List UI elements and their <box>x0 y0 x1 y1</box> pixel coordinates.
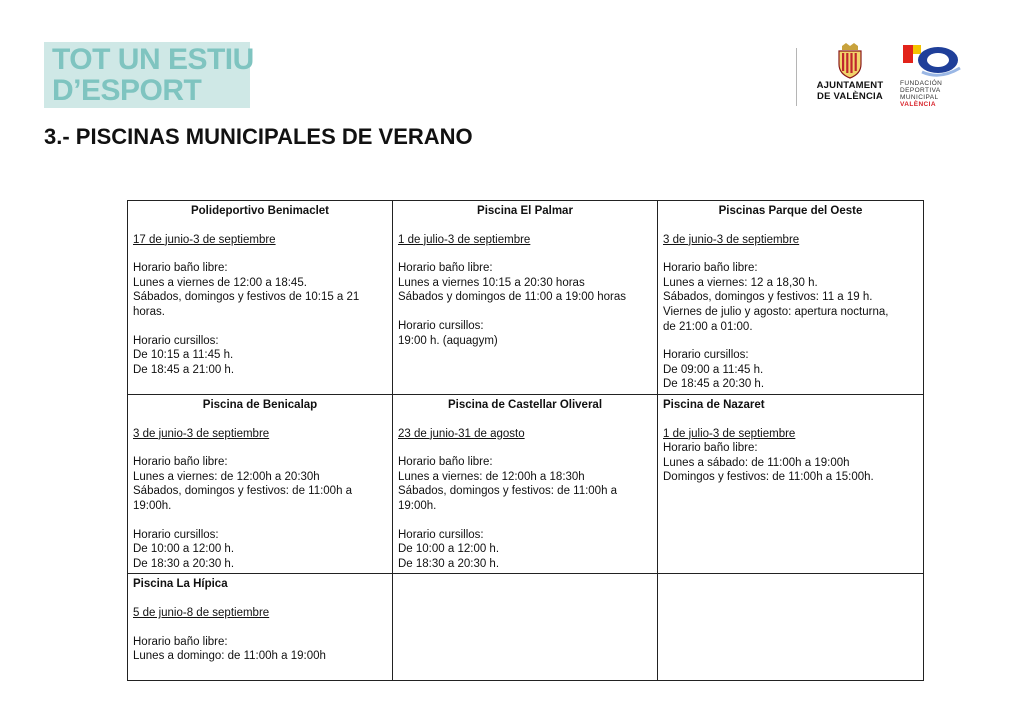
libre-label: Horario baño libre: <box>133 456 228 469</box>
pools-table <box>127 200 924 681</box>
schedule-line: 19:00 h. (aquagym) <box>398 334 498 347</box>
pool-name: Piscina de Benicalap <box>202 399 318 411</box>
schedule-line: Sábados, domingos y festivos: de 11:00h a <box>398 485 618 498</box>
cursillos-label: Horario cursillos: <box>133 334 219 347</box>
fdm-line-2: DEPORTIVA <box>900 87 941 94</box>
fdm-line-4: VALÈNCIA <box>900 101 936 108</box>
logo-divider <box>796 48 797 106</box>
empty-cell <box>658 574 924 681</box>
schedule-line: Lunes a viernes: de 12:00h a 20:30h <box>133 470 320 483</box>
schedule-line: Sábados y domingos de 11:00 a 19:00 horas <box>398 291 627 304</box>
schedule-line: De 18:45 a 20:30 h. <box>663 378 765 391</box>
table-row <box>128 574 924 681</box>
schedule-line: Sábados, domingos y festivos: 11 a 19 h. <box>663 291 873 304</box>
pool-name: Polideportivo Benimaclet <box>190 205 330 217</box>
schedule-line: Lunes a viernes 10:15 a 20:30 horas <box>398 276 585 289</box>
schedule-line: Lunes a domingo: de 11:00h a 19:00h <box>133 650 326 663</box>
fdm-line-1: FUNDACIÓN <box>900 80 943 87</box>
table-row <box>128 395 924 574</box>
pool-cell-hipica <box>128 574 393 681</box>
schedule-line: horas. <box>133 305 165 318</box>
schedule-line: de 21:00 a 01:00. <box>663 320 753 333</box>
pool-name: Piscina El Palmar <box>477 205 573 217</box>
event-brand-logo <box>44 42 254 108</box>
cursillos-label: Horario cursillos: <box>133 528 219 541</box>
pool-dates: 3 de junio-3 de septiembre <box>663 233 800 246</box>
table-row <box>128 201 924 395</box>
page-title: 3.- PISCINAS MUNICIPALES DE VERANO <box>44 124 473 149</box>
schedule-line: 19:00h. <box>133 499 172 512</box>
pool-cell-nazaret <box>658 395 924 574</box>
pool-dates: 1 de julio-3 de septiembre <box>663 427 796 440</box>
pool-cell-castellar <box>393 395 658 574</box>
schedule-line: Lunes a viernes: de 12:00h a 18:30h <box>398 470 585 483</box>
schedule-line: Lunes a viernes de 12:00 a 18:45. <box>133 276 307 289</box>
ajuntament-line-2: DE VALÈNCIA <box>817 91 883 102</box>
pool-cell-palmar <box>393 201 658 395</box>
libre-label: Horario baño libre: <box>663 262 758 275</box>
pool-name: Piscina La Hípica <box>133 578 228 591</box>
pool-cell-oeste <box>658 201 924 395</box>
schedule-line: Viernes de julio y agosto: apertura nocturna, <box>663 305 889 318</box>
schedule-line: Domingos y festivos: de 11:00h a 15:00h. <box>663 471 874 484</box>
libre-label: Horario baño libre: <box>398 262 493 275</box>
pool-name: Piscinas Parque del Oeste <box>718 205 863 217</box>
cursillos-label: Horario cursillos: <box>398 528 484 541</box>
empty-cell <box>393 574 658 681</box>
fdm-logo <box>900 42 964 108</box>
libre-label: Horario baño libre: <box>398 456 493 469</box>
pool-dates: 23 de junio-31 de agosto <box>398 427 525 440</box>
pool-cell-benimaclet <box>128 201 393 395</box>
schedule-line: De 09:00 a 11:45 h. <box>663 363 764 376</box>
brand-line-1: TOT UN ESTIU <box>52 43 254 76</box>
schedule-line: Sábados, domingos y festivos de 10:15 a 21 <box>133 291 360 304</box>
pool-dates: 1 de julio-3 de septiembre <box>398 233 531 246</box>
schedule-line: De 10:00 a 12:00 h. <box>398 543 500 556</box>
fdm-emblem-icon <box>900 42 964 80</box>
schedule-line: De 18:45 a 21:00 h. <box>133 363 235 376</box>
ajuntament-logo <box>812 42 888 102</box>
schedule-line: De 10:15 a 11:45 h. <box>133 349 234 362</box>
coat-of-arms-icon <box>833 42 867 80</box>
schedule-line: Lunes a viernes: 12 a 18,30 h. <box>663 276 818 289</box>
libre-label: Horario baño libre: <box>663 442 758 455</box>
pool-name: Piscina de Castellar Oliveral <box>447 399 603 411</box>
pool-name: Piscina de Nazaret <box>663 399 765 411</box>
ajuntament-line-1: AJUNTAMENT <box>816 80 884 91</box>
cursillos-label: Horario cursillos: <box>398 319 484 332</box>
schedule-line: De 10:00 a 12:00 h. <box>133 543 235 556</box>
libre-label: Horario baño libre: <box>133 262 228 275</box>
schedule-line: De 18:30 a 20:30 h. <box>398 557 500 570</box>
pool-dates: 3 de junio-3 de septiembre <box>133 427 270 440</box>
pool-dates: 5 de junio-8 de septiembre <box>133 606 270 619</box>
pool-dates: 17 de junio-3 de septiembre <box>133 233 276 246</box>
schedule-line: De 18:30 a 20:30 h. <box>133 557 235 570</box>
schedule-line: Lunes a sábado: de 11:00h a 19:00h <box>663 456 850 469</box>
cursillos-label: Horario cursillos: <box>663 349 749 362</box>
pool-cell-benicalap <box>128 395 393 574</box>
brand-line-2: D’ESPORT <box>52 74 202 107</box>
fdm-line-3: MUNICIPAL <box>900 94 939 101</box>
schedule-line: Sábados, domingos y festivos: de 11:00h a <box>133 485 353 498</box>
schedule-line: 19:00h. <box>398 499 437 512</box>
libre-label: Horario baño libre: <box>133 635 228 648</box>
